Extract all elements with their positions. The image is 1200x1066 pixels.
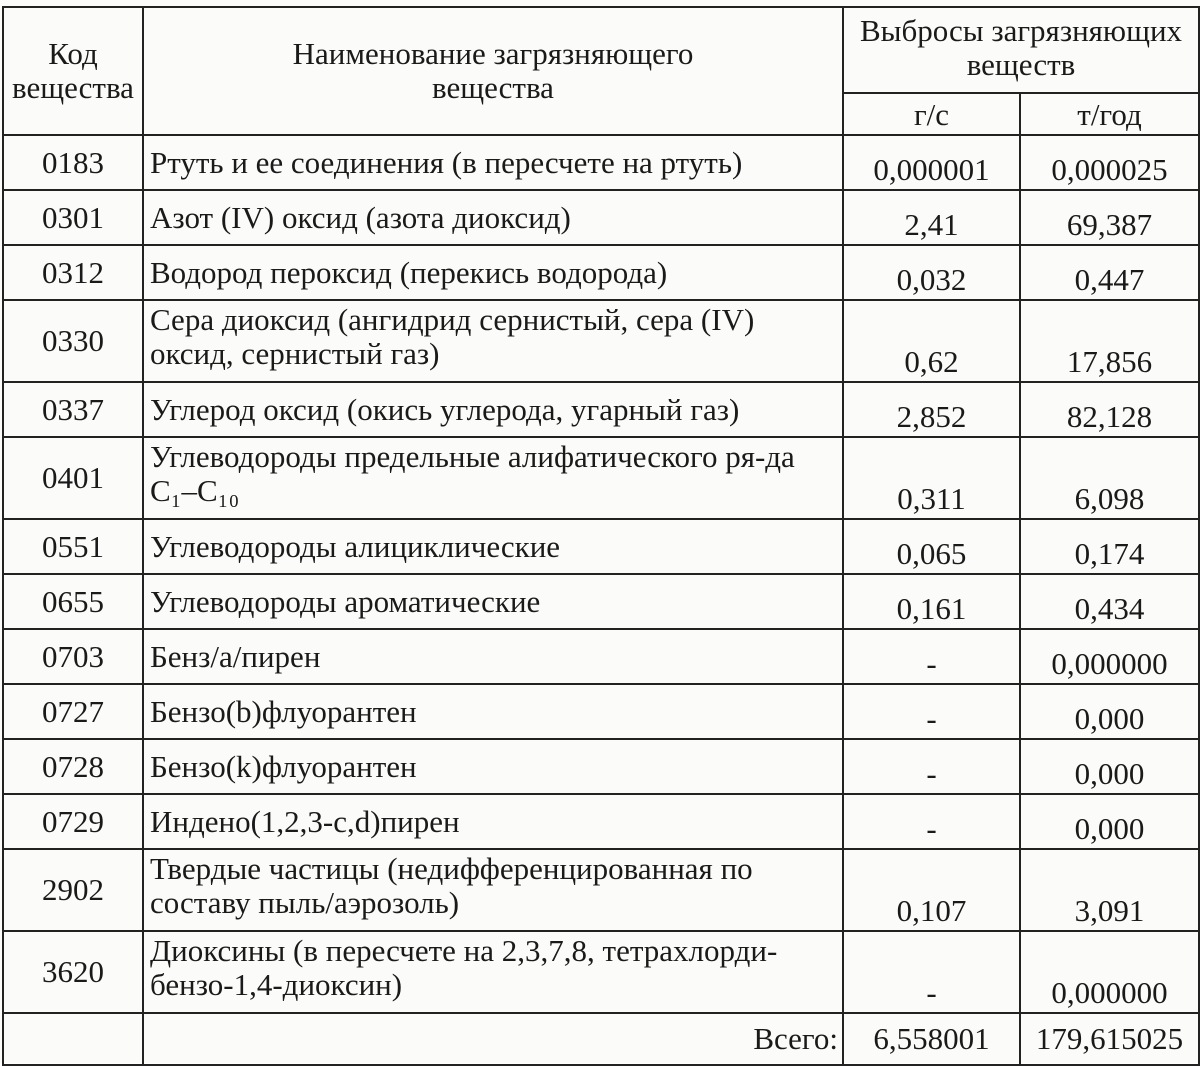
emission-gs: - [843, 931, 1020, 1013]
substance-name: Бензо(k)флуорантен [143, 739, 843, 794]
substance-code: 0337 [3, 382, 143, 437]
table-row [3, 190, 1199, 245]
substance-name: Ртуть и ее соединения (в пересчете на ртуть) [143, 135, 843, 190]
total-gs: 6,558001 [843, 1013, 1020, 1065]
header-substance-name: Наименование загрязняющего вещества [143, 7, 843, 135]
emission-tyear: 0,000000 [1020, 629, 1199, 684]
table-row [3, 931, 1199, 1013]
emission-gs: - [843, 794, 1020, 849]
substance-name: Бензо(b)флуорантен [143, 684, 843, 739]
emission-tyear: 0,447 [1020, 245, 1199, 300]
total-row [3, 1013, 1199, 1065]
substance-code: 0330 [3, 300, 143, 382]
emission-tyear: 0,000 [1020, 739, 1199, 794]
emission-gs: 2,41 [843, 190, 1020, 245]
emission-gs: 0,032 [843, 245, 1020, 300]
substance-name: Углерод оксид (окись углерода, угарный газ) [143, 382, 843, 437]
substance-code: 3620 [3, 931, 143, 1013]
substance-code: 0551 [3, 519, 143, 574]
table-row [3, 794, 1199, 849]
substance-name: Диоксины (в пересчете на 2,3,7,8, тетрахлорди-бензо-1,4-диоксин) [143, 931, 843, 1013]
substance-name: Твердые частицы (недифференцированная по составу пыль/аэрозоль) [143, 849, 843, 931]
emission-tyear: 3,091 [1020, 849, 1199, 931]
substance-name: Индено(1,2,3-c,d)пирен [143, 794, 843, 849]
table-row [3, 245, 1199, 300]
emission-gs: - [843, 684, 1020, 739]
header-emissions: Выбросы загрязняющих веществ [843, 7, 1199, 93]
table-row [3, 300, 1199, 382]
emission-gs: 0,065 [843, 519, 1020, 574]
header-unit-gs: г/с [843, 93, 1020, 135]
emission-tyear: 69,387 [1020, 190, 1199, 245]
table-row [3, 382, 1199, 437]
substance-name: Бенз/а/пирен [143, 629, 843, 684]
table-body [3, 135, 1199, 1065]
total-empty-cell [3, 1013, 143, 1065]
total-label: Всего: [143, 1013, 843, 1065]
emission-gs: 0,311 [843, 437, 1020, 519]
substance-code: 0301 [3, 190, 143, 245]
emission-tyear: 17,856 [1020, 300, 1199, 382]
emission-tyear: 0,000025 [1020, 135, 1199, 190]
emission-tyear: 0,000000 [1020, 931, 1199, 1013]
header-code: Код вещества [3, 7, 143, 135]
substance-code: 0183 [3, 135, 143, 190]
table-row [3, 519, 1199, 574]
substance-name: Углеводороды ароматические [143, 574, 843, 629]
substance-code: 0401 [3, 437, 143, 519]
substance-code: 0655 [3, 574, 143, 629]
substance-code: 0727 [3, 684, 143, 739]
emission-tyear: 82,128 [1020, 382, 1199, 437]
substance-name: Азот (IV) оксид (азота диоксид) [143, 190, 843, 245]
emission-tyear: 0,434 [1020, 574, 1199, 629]
emission-tyear: 0,174 [1020, 519, 1199, 574]
emission-gs: - [843, 739, 1020, 794]
table-row [3, 135, 1199, 190]
substance-name: Углеводороды предельные алифатического ря-да C₁–C₁₀ [143, 437, 843, 519]
emission-gs: 0,62 [843, 300, 1020, 382]
emission-gs: 0,161 [843, 574, 1020, 629]
substance-name: Углеводороды алициклические [143, 519, 843, 574]
table-row [3, 684, 1199, 739]
substance-code: 0728 [3, 739, 143, 794]
emission-gs: 0,107 [843, 849, 1020, 931]
emission-gs: 2,852 [843, 382, 1020, 437]
emissions-table [2, 6, 1200, 1066]
total-tyear: 179,615025 [1020, 1013, 1199, 1065]
emission-gs: - [843, 629, 1020, 684]
header-unit-tyear: т/год [1020, 93, 1199, 135]
substance-name: Водород пероксид (перекись водорода) [143, 245, 843, 300]
substance-code: 0729 [3, 794, 143, 849]
table-row [3, 574, 1199, 629]
substance-name: Сера диоксид (ангидрид сернистый, сера (IV) оксид, сернистый газ) [143, 300, 843, 382]
substance-code: 2902 [3, 849, 143, 931]
table-row [3, 437, 1199, 519]
substance-code: 0703 [3, 629, 143, 684]
emission-tyear: 0,000 [1020, 684, 1199, 739]
emission-tyear: 0,000 [1020, 794, 1199, 849]
table-row [3, 629, 1199, 684]
table-row [3, 849, 1199, 931]
table-row [3, 739, 1199, 794]
emission-tyear: 6,098 [1020, 437, 1199, 519]
emission-gs: 0,000001 [843, 135, 1020, 190]
substance-code: 0312 [3, 245, 143, 300]
